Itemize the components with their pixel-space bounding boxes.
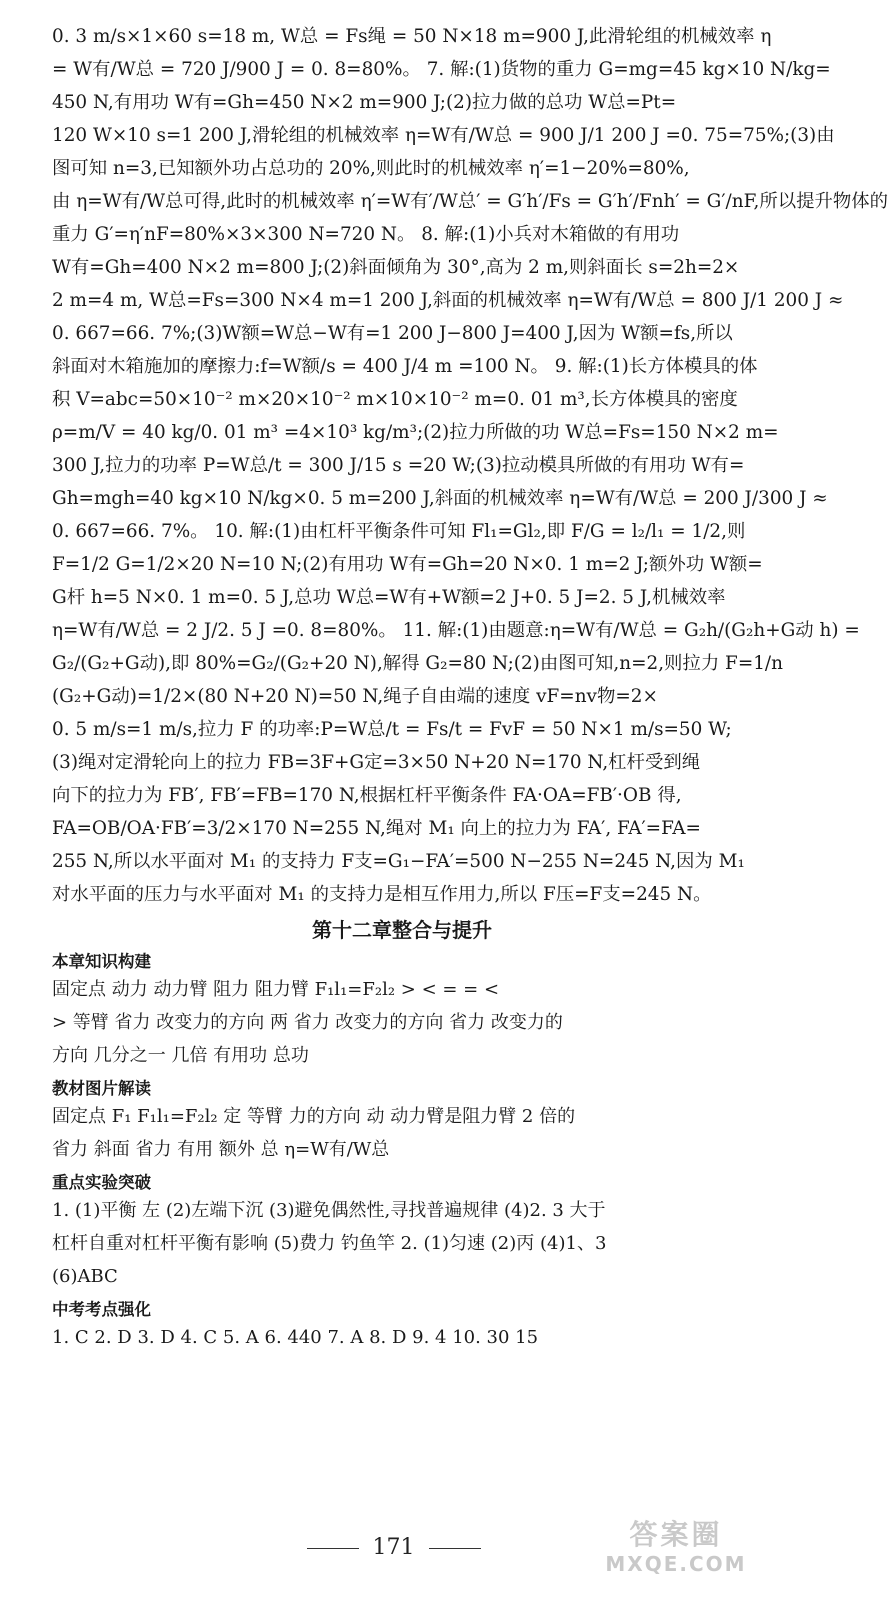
section-heading: 教材图片解读	[52, 1079, 151, 1098]
answer-line: 固定点 F₁ F₁l₁=F₂l₂ 定 等臂 力的方向 动 动力臂是阻力臂 2 倍的	[52, 1106, 576, 1127]
answer-line: 方向 几分之一 几倍 有用功 总功	[52, 1045, 309, 1066]
text-line: η=W有/W总 = 2 J/2. 5 J =0. 8=80%。 11. 解:(1)由题意:η=W有/W总 = G₂h/(G₂h+G动 h) =	[52, 620, 860, 641]
section-heading: 本章知识构建	[52, 952, 151, 971]
section-exam	[52, 1299, 752, 1349]
text-line: 对水平面的压力与水平面对 M₁ 的支持力是相互作用力,所以 F压=F支=245 N。	[52, 884, 712, 905]
body-paragraph	[52, 26, 888, 906]
text-line: 积 V=abc=50×10⁻² m×20×10⁻² m×10×10⁻² m=0. 01 m³,长方体模具的密度	[52, 389, 738, 410]
text-line: 0. 667=66. 7%;(3)W额=W总−W有=1 200 J−800 J=400 J,因为 W额=fs,所以	[52, 323, 733, 344]
text-line: 255 N,所以水平面对 M₁ 的支持力 F支=G₁−FA′=500 N−255 N=245 N,因为 M₁	[52, 851, 745, 872]
answer-line: 杠杆自重对杠杆平衡有影响 (5)费力 钓鱼竿 2. (1)匀速 (2)丙 (4)1、3	[52, 1233, 607, 1254]
text-line: FA=OB/OA·FB′=3/2×170 N=255 N,绳对 M₁ 向上的拉力为 FA′, FA′=FA=	[52, 818, 701, 839]
text-line: G杆 h=5 N×0. 1 m=0. 5 J,总功 W总=W有+W额=2 J+0. 5 J=2. 5 J,机械效率	[52, 587, 726, 608]
section-experiments	[52, 1172, 752, 1288]
text-line: G₂/(G₂+G动),即 80%=G₂/(G₂+20 N),解得 G₂=80 N;(2)由图可知,n=2,则拉力 F=1/n	[52, 653, 783, 674]
answer-line: > 等臂 省力 改变力的方向 两 省力 改变力的方向 省力 改变力的	[52, 1012, 563, 1033]
text-line: 0. 3 m/s×1×60 s=18 m, W总 = Fs绳 = 50 N×18 m=900 J,此滑轮组的机械效率 η	[52, 26, 772, 47]
text-line: 0. 5 m/s=1 m/s,拉力 F 的功率:P=W总/t = Fs/t = FvF = 50 N×1 m/s=50 W;	[52, 719, 732, 740]
text-line: = W有/W总 = 720 J/900 J = 0. 8=80%。 7. 解:(1)货物的重力 G=mg=45 kg×10 N/kg=	[52, 59, 831, 80]
text-line: Gh=mgh=40 kg×10 N/kg×0. 5 m=200 J,斜面的机械效率 η=W有/W总 = 200 J/300 J ≈	[52, 488, 828, 509]
section-heading: 重点实验突破	[52, 1173, 151, 1192]
text-line: (G₂+G动)=1/2×(80 N+20 N)=50 N,绳子自由端的速度 vF=nv物=2×	[52, 686, 658, 707]
text-line: 重力 G′=η′nF=80%×3×300 N=720 N。 8. 解:(1)小兵对木箱做的有用功	[52, 224, 680, 245]
text-line: 120 W×10 s=1 200 J,滑轮组的机械效率 η=W有/W总 = 900 J/1 200 J =0. 75=75%;(3)由	[52, 125, 835, 146]
section-figures	[52, 1078, 752, 1161]
text-line: 向下的拉力为 FB′, FB′=FB=170 N,根据杠杆平衡条件 FA·OA=FB′·OB 得,	[52, 785, 682, 806]
answer-line: 省力 斜面 省力 有用 额外 总 η=W有/W总	[52, 1139, 390, 1160]
text-line: 图可知 n=3,已知额外功占总功的 20%,则此时的机械效率 η′=1−20%=80%,	[52, 158, 690, 179]
dash-left	[307, 1548, 359, 1549]
watermark-logo	[591, 1518, 761, 1582]
text-line: 斜面对木箱施加的摩擦力:f=W额/s = 400 J/4 m =100 N。 9. 解:(1)长方体模具的体	[52, 356, 758, 377]
answer-line: 1. (1)平衡 左 (2)左端下沉 (3)避免偶然性,寻找普遍规律 (4)2. 3 大于	[52, 1200, 606, 1221]
text-line: 450 N,有用功 W有=Gh=450 N×2 m=900 J;(2)拉力做的总功 W总=Pt=	[52, 92, 677, 113]
watermark-title: 答案圈	[629, 1518, 723, 1551]
section-knowledge	[52, 951, 752, 1067]
watermark-url: MXQE.COM	[605, 1552, 747, 1576]
dash-right	[429, 1548, 481, 1549]
answer-content	[52, 26, 888, 1360]
text-line: 300 J,拉力的功率 P=W总/t = 300 J/15 s =20 W;(3)拉动模具所做的有用功 W有=	[52, 455, 745, 476]
chapter-title: 第十二章整合与提升	[312, 918, 492, 942]
text-line: 由 η=W有/W总可得,此时的机械效率 η′=W有′/W总′ = G′h′/Fs = G′h′/Fnh′ = G′/nF,所以提升物体的	[52, 191, 888, 212]
text-line: W有=Gh=400 N×2 m=800 J;(2)斜面倾角为 30°,高为 2 m,则斜面长 s=2h=2×	[52, 257, 740, 278]
text-line: ρ=m/V = 40 kg/0. 01 m³ =4×10³ kg/m³;(2)拉力所做的功 W总=Fs=150 N×2 m=	[52, 422, 779, 443]
page-number-text: 171	[372, 1535, 415, 1560]
text-line: 0. 667=66. 7%。 10. 解:(1)由杠杆平衡条件可知 Fl₁=Gl₂,即 F/G = l₂/l₁ = 1/2,则	[52, 521, 746, 542]
answer-line: 1. C 2. D 3. D 4. C 5. A 6. 440 7. A 8. D 9. 4 10. 30 15	[52, 1327, 539, 1348]
text-line: F=1/2 G=1/2×20 N=10 N;(2)有用功 W有=Gh=20 N×0. 1 m=2 J;额外功 W额=	[52, 554, 763, 575]
text-line: 2 m=4 m, W总=Fs=300 N×4 m=1 200 J,斜面的机械效率 η=W有/W总 = 800 J/1 200 J ≈	[52, 290, 844, 311]
section-heading: 中考考点强化	[52, 1300, 151, 1319]
answer-line: 固定点 动力 动力臂 阻力 阻力臂 F₁l₁=F₂l₂ > < = = <	[52, 979, 500, 1000]
answer-line: (6)ABC	[52, 1266, 118, 1287]
text-line: (3)绳对定滑轮向上的拉力 FB=3F+G定=3×50 N+20 N=170 N,杠杆受到绳	[52, 752, 701, 773]
